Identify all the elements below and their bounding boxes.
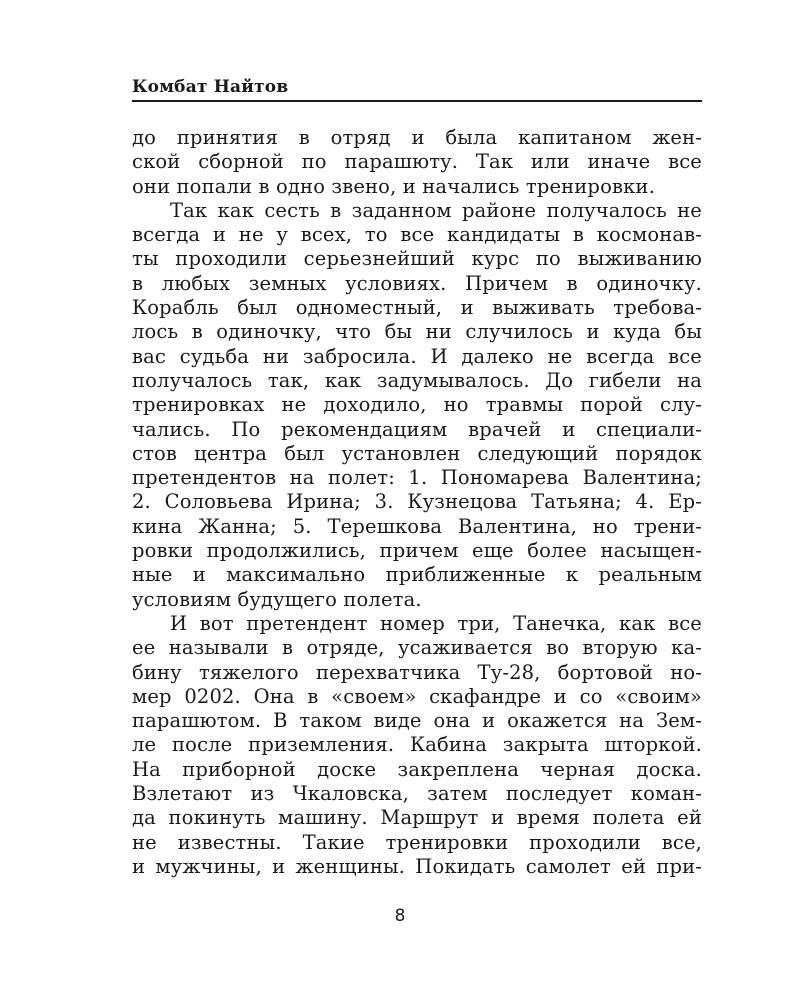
text-line: лось в одиночку, что бы ни случилось и куда бы [132, 320, 702, 344]
text-line: ее называли в отряде, усаживается во вторую ка- [132, 636, 702, 660]
page-number: 8 [394, 906, 406, 926]
running-header [132, 74, 702, 102]
text-line: тренировках не доходило, но травмы порой слу- [132, 393, 702, 417]
text-line: в любых земных условиях. Причем в одиночку. [132, 271, 702, 295]
text-line: Взлетают из Чкаловска, затем последует коман- [132, 782, 702, 806]
text-line: не известны. Такие тренировки проходили все, [132, 830, 702, 854]
text-line: мер 0202. Она в «своем» скафандре и со «своим» [132, 684, 702, 708]
body-text [132, 126, 702, 879]
text-line: претендентов на полет: 1. Пономарева Валентина; [132, 466, 702, 490]
text-line: бину тяжелого перехватчика Ту-28, бортовой но- [132, 660, 702, 684]
text-line: На приборной доске закреплена черная доска. [132, 757, 702, 781]
text-line: и мужчины, и женщины. Покидать самолет ей при- [132, 854, 702, 878]
text-line: ные и максимально приближенные к реальным [132, 563, 702, 587]
text-line: ской сборной по парашюту. Так или иначе все [132, 150, 702, 174]
paragraph-start-line: Так как сесть в заданном районе получалось не [170, 198, 702, 222]
header-title: Комбат Найтов [132, 77, 289, 97]
text-line: ты проходили серьезнейший курс по выживанию [132, 247, 702, 271]
text-line: кина Жанна; 5. Терешкова Валентина, но трени- [132, 514, 702, 538]
text-line: да покинуть машину. Маршрут и время полета ей [132, 806, 702, 830]
text-line: парашютом. В таком виде она и окажется на Зем- [132, 709, 702, 733]
text-line: условиям будущего полета. [132, 587, 422, 611]
text-line: до принятия в отряд и была капитаном жен- [132, 126, 702, 149]
text-line: получалось так, как задумывалось. До гибели на [132, 368, 702, 392]
text-line: они попали в одно звено, и начались тренировки. [132, 174, 655, 198]
paragraph-start-line: И вот претендент номер три, Танечка, как все [170, 611, 702, 635]
text-line: ле после приземления. Кабина закрыта шторкой. [132, 733, 702, 757]
text-line: 2. Соловьева Ирина; 3. Кузнецова Татьяна; 4. Ер- [132, 490, 702, 514]
text-line: всегда и не у всех, то все кандидаты в космонав- [132, 223, 702, 247]
text-line: стов центра был установлен следующий порядок [132, 441, 702, 465]
text-line: чались. По рекомендациям врачей и специали- [132, 417, 702, 441]
text-line: ровки продолжились, причем еще более насыщен- [132, 539, 702, 563]
text-line: Корабль был одноместный, и выживать требова- [132, 296, 702, 320]
text-line: вас судьба ни забросила. И далеко не всегда все [132, 344, 702, 368]
